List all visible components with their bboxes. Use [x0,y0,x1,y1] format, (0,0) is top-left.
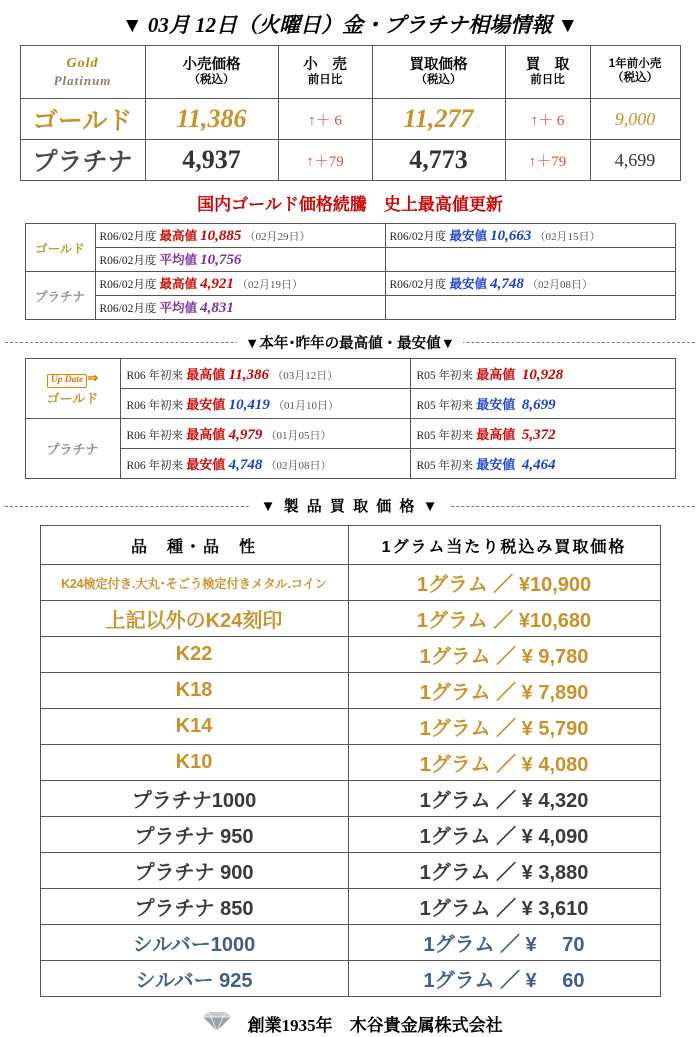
table-row [40,709,660,745]
col-header-retail-delta-sub: 前日比 [307,73,343,86]
product-name: シルバー 925 [40,961,348,997]
monthly-label-gold: ゴールド [25,224,95,272]
platinum-retail-price: 4,937 [145,140,278,181]
yearly-platinum-low-tag: 最安値 [186,456,226,472]
yearly-platinum-prev-high-tag: 最高値 [476,426,516,442]
footer [0,997,700,1037]
table-row [25,248,675,272]
yearly-platinum-prev-low-value: 4,464 [521,456,556,473]
col-header-retail-sub: （税込） [188,73,235,86]
yearly-platinum-low-period: R06 年初来 [126,459,184,472]
yearly-gold-prev-low-tag: 最安値 [476,396,516,412]
table-row [40,745,660,781]
gold-buy-price: 11,277 [372,99,505,140]
table-row [25,272,675,296]
monthly-gold-low-value: 10,663 [490,228,532,244]
monthly-gold-high-period: R06/02月度 [99,231,157,243]
product-price: 1グラム ／ ¥ 4,320 [348,781,660,817]
monthly-gold-low-tag: 最安値 [449,229,488,243]
yearly-label-gold: ゴールド [46,390,99,406]
rate-table [20,45,681,181]
yearly-gold-low-date: （01月10日） [273,399,340,412]
monthly-platinum-avg-value: 4,831 [200,300,234,316]
monthly-stats-table [25,223,676,320]
metal-name-gold: ゴールド [20,99,145,140]
footer-company-name: 創業1935年 木谷貴金属株式会社 [247,1016,503,1035]
yearly-gold-prev-low-period: R05 年初来 [416,399,474,412]
product-price-table [40,525,661,997]
monthly-platinum-low-period: R06/02月度 [389,279,447,291]
col-header-retail [145,46,278,99]
monthly-gold-low-cell [385,224,675,248]
table-row [40,565,660,601]
brand-logo-gold: Gold [66,56,99,72]
monthly-platinum-high-cell [95,272,385,296]
diamond-logo-icon [197,1010,237,1037]
col-header-retail-main: 小売価格 [182,56,241,73]
yearly-platinum-low-value: 4,748 [228,456,263,473]
monthly-gold-high-tag: 最高値 [159,229,198,243]
brand-logo-platinum: Platinum [53,72,112,88]
arrow-right-icon: ⇒ [87,370,99,386]
yearly-gold-high-period: R06 年初来 [126,369,184,382]
product-name: シルバー1000 [40,925,348,961]
monthly-gold-high-date: （02月29日） [244,231,311,243]
monthly-gold-low-period: R06/02月度 [389,231,447,243]
yearly-gold-high-value: 11,386 [228,366,269,383]
yearly-gold-prev-high-cell [410,359,675,389]
monthly-platinum-low-value: 4,748 [490,276,524,292]
yearly-platinum-high-date: （01月05日） [265,429,332,442]
brand-logo-cell [20,46,145,99]
product-section-divider [5,495,695,517]
col-header-year-ago-main: 1年前小売 [608,58,662,71]
table-row [40,817,660,853]
yearly-gold-prev-high-period: R05 年初来 [416,369,474,382]
yearly-gold-prev-low-value: 8,699 [521,396,556,413]
table-row [40,637,660,673]
product-price: 1グラム ／ ¥ 5,790 [348,709,660,745]
monthly-platinum-low-tag: 最安値 [449,277,488,291]
product-name: K14 [40,709,348,745]
table-row [25,359,675,389]
monthly-label-platinum: プラチナ [25,272,95,320]
monthly-gold-high-value: 10,885 [200,228,242,244]
yearly-platinum-high-tag: 最高値 [186,426,226,442]
monthly-platinum-low-date: （02月08日） [527,279,594,291]
table-row [40,673,660,709]
product-name: 上記以外のK24刻印 [40,601,348,637]
product-name: K18 [40,673,348,709]
product-col-header-name: 品 種・品 性 [40,526,348,565]
product-price: 1グラム ／ ¥ 70 [348,925,660,961]
yearly-label-platinum-cell [25,419,120,479]
monthly-gold-avg-tag: 平均値 [159,253,198,267]
yearly-gold-low-value: 10,419 [228,396,270,413]
yearly-platinum-prev-high-cell [410,419,675,449]
product-price: 1グラム ／ ¥ 4,090 [348,817,660,853]
product-name: プラチナ1000 [40,781,348,817]
table-row [40,781,660,817]
table-row [40,925,660,961]
table-row [25,296,675,320]
col-header-retail-delta [278,46,372,99]
monthly-platinum-empty-cell [385,296,675,320]
product-price: 1グラム ／ ¥ 9,780 [348,637,660,673]
yearly-gold-prev-high-tag: 最高値 [476,366,516,382]
col-header-year-ago [590,46,680,99]
yearly-gold-prev-high-value: 10,928 [521,366,564,383]
product-name: プラチナ 950 [40,817,348,853]
table-row [25,419,675,449]
yearly-platinum-prev-high-period: R05 年初来 [416,429,474,442]
yearly-stats-table [25,358,676,479]
gold-year-ago-price: 9,000 [590,99,680,140]
product-name: K24検定付き.大丸･そごう検定付きメタル.コイン [40,565,348,601]
col-header-buy-delta-sub: 前日比 [530,73,565,86]
table-row-platinum [20,140,680,181]
monthly-gold-avg-period: R06/02月度 [99,255,157,267]
yearly-gold-low-period: R06 年初来 [126,399,184,412]
yearly-label-gold-cell [25,359,120,419]
yearly-platinum-high-value: 4,979 [228,426,263,443]
yearly-gold-prev-low-cell [410,389,675,419]
product-price: 1グラム ／ ¥ 4,080 [348,745,660,781]
table-row [25,449,675,479]
yearly-platinum-prev-low-period: R05 年初来 [416,459,474,472]
yearly-gold-high-cell [120,359,410,389]
col-header-buy [372,46,505,99]
yearly-label-platinum: プラチナ [46,442,99,457]
year-section-divider [5,332,695,352]
notice-text: 国内ゴールド価格続騰 史上最高値更新 [197,195,503,214]
table-row [25,224,675,248]
yearly-gold-high-tag: 最高値 [186,366,226,382]
monthly-gold-low-date: （02月15日） [534,231,601,243]
col-header-buy-main: 買取価格 [409,56,468,73]
product-price: 1グラム ／ ¥ 3,610 [348,889,660,925]
monthly-platinum-high-date: （02月19日） [237,279,304,291]
yearly-platinum-high-period: R06 年初来 [126,429,184,442]
col-header-year-ago-sub: （税込） [612,72,658,84]
platinum-retail-delta: ↑＋79 [278,140,372,181]
product-section-caption: ▼ 製 品 買 取 価 格 ▼ [251,495,450,516]
table-row-gold [20,99,680,140]
product-name: プラチナ 850 [40,889,348,925]
col-header-buy-delta [505,46,590,99]
product-name: K10 [40,745,348,781]
platinum-year-ago-price: 4,699 [590,140,680,181]
monthly-platinum-high-value: 4,921 [200,276,234,292]
update-badge-wrap [32,370,114,388]
page-title: ▼ 03月 12日（火曜日）金・プラチナ相場情報 ▼ [121,13,579,37]
status-badge: Up Date [47,374,87,388]
table-row [40,961,660,997]
rate-table-header-row [20,46,680,99]
product-price: 1グラム ／ ¥10,900 [348,565,660,601]
yearly-gold-high-date: （03月12日） [272,369,339,382]
yearly-platinum-prev-low-cell [410,449,675,479]
monthly-gold-avg-value: 10,756 [200,252,242,268]
gold-retail-delta: ↑＋ 6 [278,99,372,140]
monthly-platinum-avg-tag: 平均値 [159,301,198,315]
table-row [40,853,660,889]
table-row [40,601,660,637]
monthly-platinum-avg-cell [95,296,385,320]
yearly-gold-low-tag: 最安値 [186,396,226,412]
table-row [40,889,660,925]
product-name: プラチナ 900 [40,853,348,889]
product-name: K22 [40,637,348,673]
yearly-platinum-prev-low-tag: 最安値 [476,456,516,472]
yearly-gold-low-cell [120,389,410,419]
product-price: 1グラム ／ ¥ 3,880 [348,853,660,889]
monthly-gold-empty-cell [385,248,675,272]
yearly-platinum-prev-high-value: 5,372 [521,426,556,443]
yearly-platinum-low-cell [120,449,410,479]
product-price: 1グラム ／ ¥ 7,890 [348,673,660,709]
metal-name-platinum: プラチナ [20,140,145,181]
table-row [25,389,675,419]
monthly-gold-avg-cell [95,248,385,272]
monthly-platinum-high-period: R06/02月度 [99,279,157,291]
product-col-header-price: 1グラム当たり税込み買取価格 [348,526,660,565]
platinum-buy-delta: ↑＋79 [505,140,590,181]
year-section-caption: ▼本年･昨年の最高値・最安値▼ [237,332,463,353]
gold-buy-delta: ↑＋ 6 [505,99,590,140]
monthly-platinum-low-cell [385,272,675,296]
product-price: 1グラム ／ ¥10,680 [348,601,660,637]
col-header-retail-delta-main: 小 売 [303,56,347,73]
yearly-platinum-low-date: （02月08日） [265,459,332,472]
col-header-buy-sub: （税込） [415,73,462,86]
col-header-buy-delta-main: 買 取 [525,56,570,73]
monthly-platinum-high-tag: 最高値 [159,277,198,291]
platinum-buy-price: 4,773 [372,140,505,181]
monthly-gold-high-cell [95,224,385,248]
monthly-platinum-avg-period: R06/02月度 [99,303,157,315]
yearly-platinum-high-cell [120,419,410,449]
gold-retail-price: 11,386 [145,99,278,140]
product-price: 1グラム ／ ¥ 60 [348,961,660,997]
product-table-header-row [40,526,660,565]
